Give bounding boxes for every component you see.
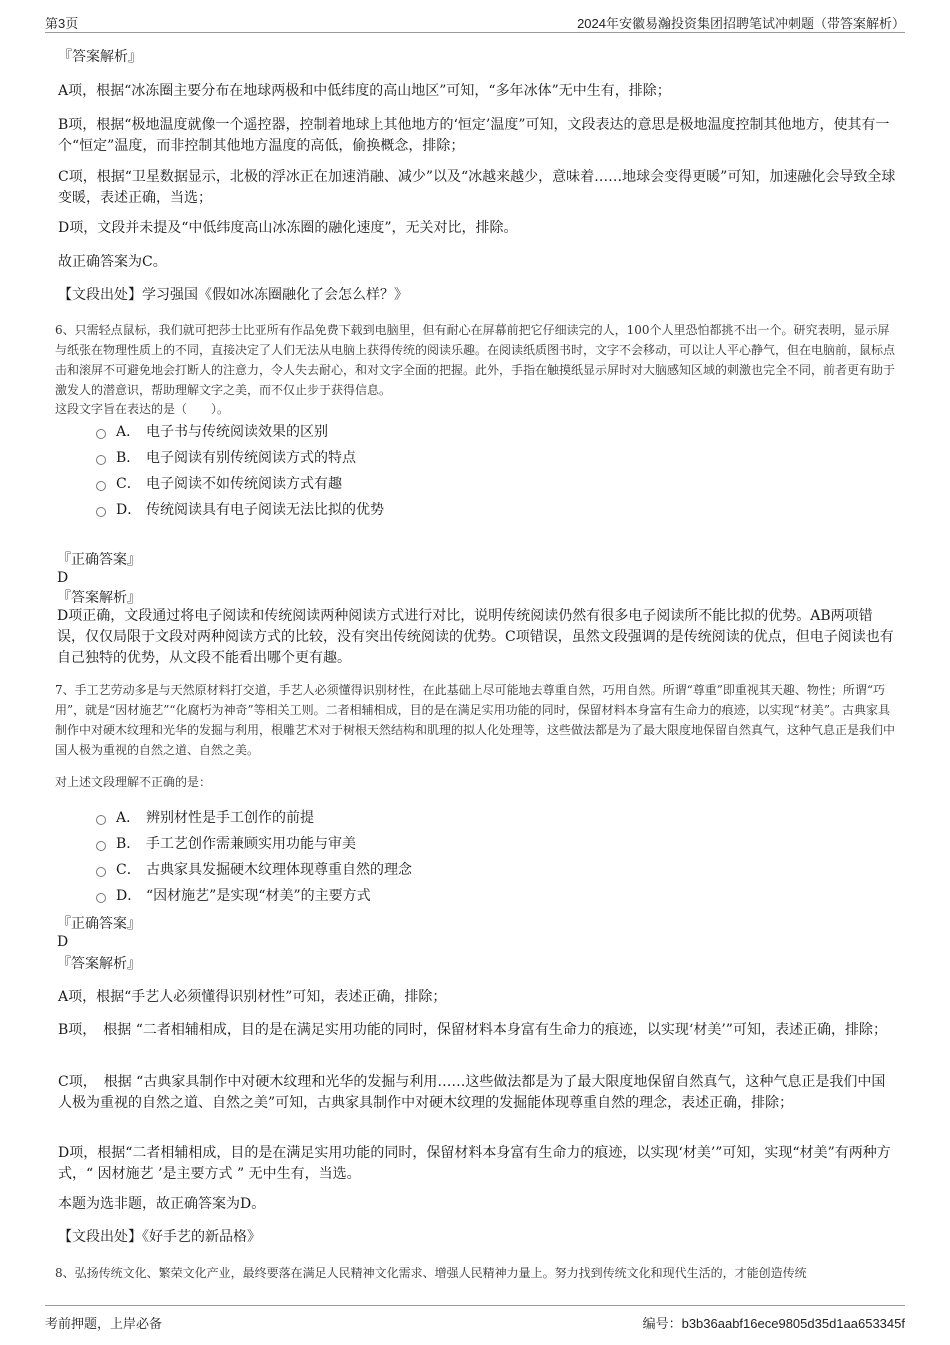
q7-source: 【文段出处】《好手艺的新品格》 (58, 1229, 261, 1245)
q7-conclusion: 本题为选非题，故正确答案为D。 (58, 1196, 266, 1212)
q5-analysis-b: B项，根据“极地温度就像一个遥控器，控制着地球上其他地方的‘恒定’温度”可知，文段表达的意思是极地温度控制其他地方，使其有一个“恒定”温度，而非控制其他地方温度的高低，偷换概念，排除； (58, 117, 890, 154)
q5-source: 【文段出处】学习强国《假如冰冻圈融化了会怎么样？》 (58, 287, 408, 303)
q6-option-c[interactable]: C． 电子阅读不如传统阅读方式有趣 (96, 474, 342, 494)
q7-analysis-d: D项，根据“二者相辅相成，目的是在满足实用功能的同时，保留材料本身富有生命力的痕迹，以实现‘材美’”可知，实现“材美”有两种方式，“ 因材施艺 ’是主要方式 ” 无中生有，当选。 (58, 1145, 891, 1182)
radio-icon[interactable] (96, 815, 106, 825)
footer-divider (45, 1305, 905, 1306)
q6-option-b[interactable]: B． 电子阅读有别传统阅读方式的特点 (96, 448, 356, 468)
q6-answer: D (57, 570, 69, 586)
q8-stem: 8、弘扬传统文化、繁荣文化产业，最终要落在满足人民精神文化需求、增强人民精神力量上。努力找到传统文化和现代生活的，才能创造传统 (55, 1266, 807, 1280)
q5-analysis-c: C项，根据“卫星数据显示，北极的浮冰正在加速消融、减少”以及“冰越来越少，意味着……地球会变得更暖”可知，加速融化会导致全球变暖，表述正确，当选； (58, 169, 896, 206)
q5-analysis-d: D项，文段并未提及“中低纬度高山冰冻圈的融化速度”，无关对比，排除。 (58, 220, 518, 236)
q7-answer: D (57, 934, 69, 950)
q5-conclusion: 故正确答案为C。 (58, 254, 167, 270)
q7-analysis-a: A项，根据“手艺人必须懂得识别材性”可知，表述正确，排除； (58, 989, 447, 1005)
radio-icon[interactable] (96, 455, 106, 465)
radio-icon[interactable] (96, 481, 106, 491)
footer-slogan: 考前押题，上岸必备 (45, 1316, 163, 1331)
q6-option-d[interactable]: D． 传统阅读具有电子阅读无法比拟的优势 (96, 500, 384, 520)
radio-icon[interactable] (96, 841, 106, 851)
document-id: 编号：b3b36aabf16ece9805d35d1aa653345f (642, 1316, 905, 1331)
q7-option-a[interactable]: A． 辨别材性是手工创作的前提 (96, 808, 314, 828)
q6-stem: 6、只需轻点鼠标，我们就可把莎士比亚所有作品免费下载到电脑里，但有耐心在屏幕前把它仔细读完的人，100个人里恐怕都挑不出一个。研究表明，显示屏与纸张在物理性质上的不同，直接决定了人们无法从电脑上获得传统的阅读乐趣。在阅读纸质图书时，文字不会移动，可以让人平心静气，但在电脑前，鼠标点击和滚屏不可避免地会打断人的注意力，令人失去耐心，和对文字全面的把握。此外，手指在触摸纸显示屏时对大脑感知区域的刺激也完全不同，前者更有助于激发人的潜意识，帮助理解文字之美，而不仅止步于获得信息。 (55, 323, 896, 397)
page-number: 第3页 (45, 16, 79, 31)
q7-prompt: 对上述文段理解不正确的是： (55, 775, 212, 789)
radio-icon[interactable] (96, 507, 106, 517)
q7-option-c[interactable]: C． 古典家具发掘硬木纹理体现尊重自然的理念 (96, 860, 412, 880)
q7-option-b[interactable]: B． 手工艺创作需兼顾实用功能与审美 (96, 834, 356, 854)
q7-analysis-heading: 『答案解析』 (57, 956, 141, 972)
q7-analysis-b: B项， 根据 “二者相辅相成，目的是在满足实用功能的同时，保留材料本身富有生命力的痕迹，以实现‘材美’”可知，表述正确，排除； (58, 1022, 887, 1038)
q7-analysis-c: C项， 根据 “古典家具制作中对硬木纹理和光华的发掘与利用……这些做法都是为了最大限度地保留自然真气，这种气息正是我们中国人极为重视的自然之道、自然之美”可知，古典家具制作中对硬木纹理的发掘能体现尊重自然的理念，表述正确，排除； (58, 1074, 886, 1111)
q6-analysis-heading: 『答案解析』 (57, 590, 141, 606)
q7-stem: 7、手工艺劳动多是与天然原材料打交道，手艺人必须懂得识别材性，在此基础上尽可能地去尊重自然，巧用自然。所谓“尊重”即重视其天趣、物性；所谓“巧用”，就是“因材施艺”“化腐朽为神奇”等相关工则。二者相辅相成，目的是在满足实用功能的同时，保留材料本身富有生命力的痕迹，以实现“材美”。古典家具制作中对硬木纹理和光华的发掘与利用，根雕艺术对于树根天然结构和肌理的拟人化处理等，这些做法都是为了最大限度地保留自然真气，这种气息正是我们中国人极为重视的自然之道、自然之美。 (55, 683, 896, 757)
q6-option-a[interactable]: A． 电子书与传统阅读效果的区别 (96, 422, 328, 442)
header-divider (45, 32, 905, 33)
q6-analysis: D项正确，文段通过将电子阅读和传统阅读两种阅读方式进行对比，说明传统阅读仍然有很多电子阅读所不能比拟的优势。AB两项错误，仅仅局限于文段对两种阅读方式的比较，没有突出传统阅读的优势。C项错误，虽然文段强调的是传统阅读的优点，但电子阅读也有自己独特的优势，从文段不能看出哪个更有趣。 (57, 608, 894, 666)
q6-prompt: 这段文字旨在表达的是（ ）。 (55, 402, 230, 416)
q6-answer-heading: 『正确答案』 (57, 552, 141, 568)
q7-answer-heading: 『正确答案』 (57, 916, 141, 932)
document-title: 2024年安徽易瀚投资集团招聘笔试冲刺题（带答案解析） (577, 16, 905, 31)
radio-icon[interactable] (96, 429, 106, 439)
q7-option-d[interactable]: D． “因材施艺”是实现“材美”的主要方式 (96, 886, 371, 906)
radio-icon[interactable] (96, 867, 106, 877)
radio-icon[interactable] (96, 893, 106, 903)
q5-analysis-a: A项，根据“冰冻圈主要分布在地球两极和中低纬度的高山地区”可知，“多年冰体”无中生有，排除； (58, 83, 671, 99)
q5-analysis-heading: 『答案解析』 (58, 49, 142, 65)
